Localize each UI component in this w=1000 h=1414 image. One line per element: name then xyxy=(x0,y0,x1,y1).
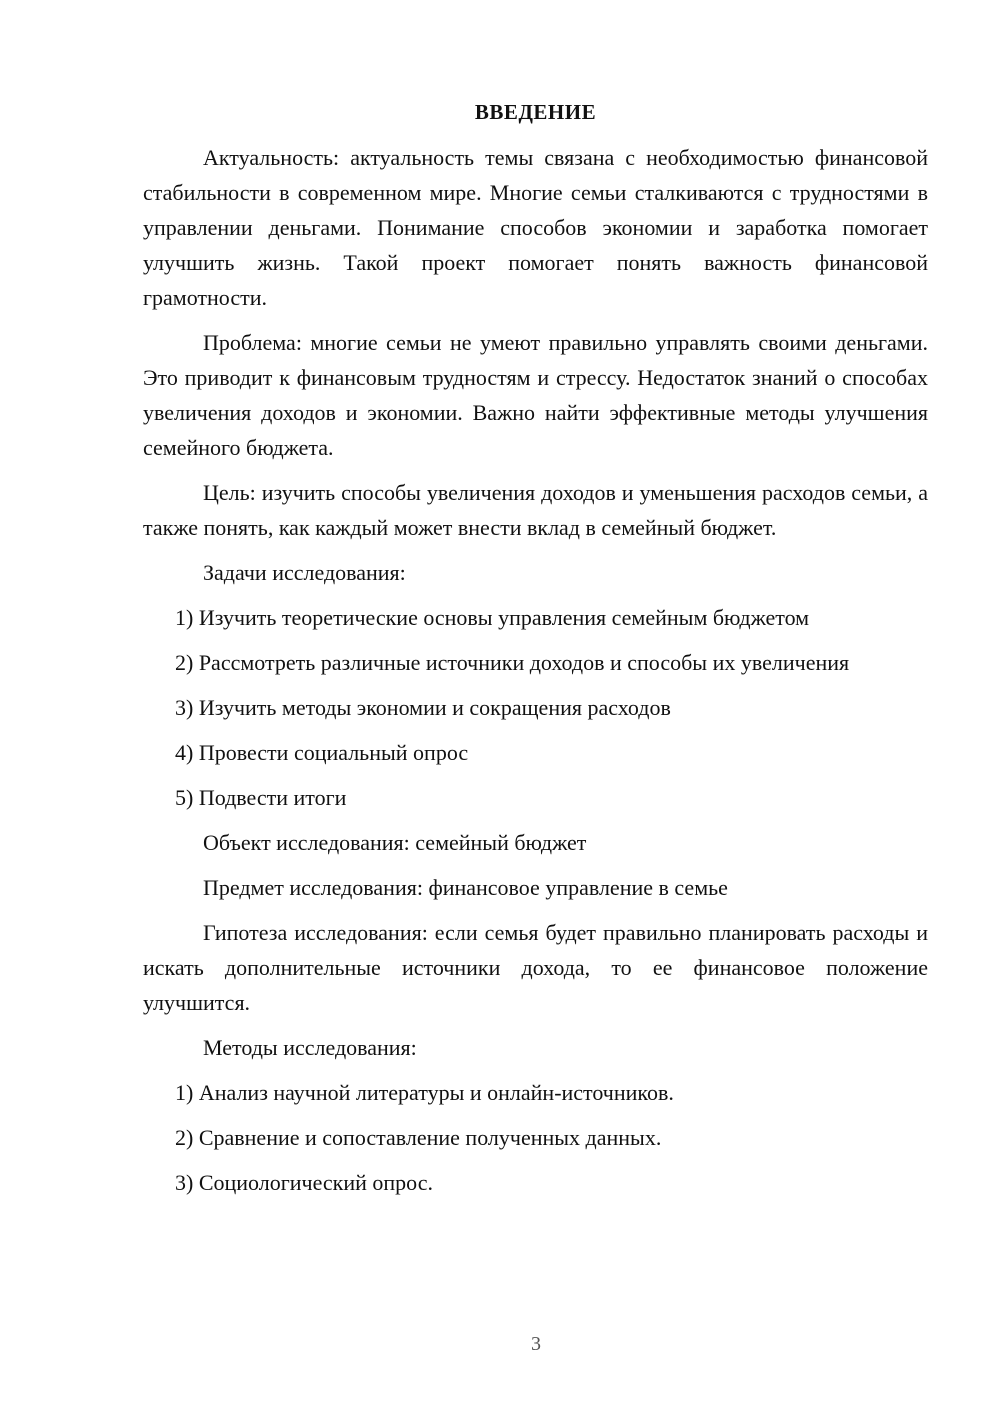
task-item: 5) Подвести итоги xyxy=(175,785,347,810)
relevance-paragraph: Актуальность: актуальность темы связана с необходимостью финансовой стабильности в современном мире. Многие семьи сталкиваются с трудностями в управлении деньгами. Понимание способов экономии и заработка помогает улучшить жизнь. Такой проект помогает понять важность финансовой грамотности. xyxy=(143,145,928,310)
methods-title: Методы исследования: xyxy=(203,1035,417,1060)
document-heading: ВВЕДЕНИЕ xyxy=(474,100,597,124)
task-item: 3) Изучить методы экономии и сокращения расходов xyxy=(175,695,671,720)
method-item: 2) Сравнение и сопоставление полученных данных. xyxy=(175,1125,662,1150)
problem-paragraph: Проблема: многие семьи не умеют правильно управлять своими деньгами. Это приводит к финансовым трудностям и стрессу. Недостаток знаний о способах увеличения доходов и экономии. Важно найти эффективные методы улучшения семейного бюджета. xyxy=(143,330,928,460)
goal-paragraph: Цель: изучить способы увеличения доходов и уменьшения расходов семьи, а также понять, как каждый может внести вклад в семейный бюджет. xyxy=(143,480,928,540)
method-item: 1) Анализ научной литературы и онлайн-источников. xyxy=(175,1080,674,1105)
subject-line: Предмет исследования: финансовое управление в семье xyxy=(203,875,728,900)
task-item: 2) Рассмотреть различные источники доходов и способы их увеличения xyxy=(175,650,850,675)
page-number: 3 xyxy=(531,1333,541,1355)
method-item: 3) Социологический опрос. xyxy=(175,1170,433,1195)
hypothesis-paragraph: Гипотеза исследования: если семья будет правильно планировать расходы и искать дополнительные источники дохода, то ее финансовое положение улучшится. xyxy=(143,920,928,1015)
object-line: Объект исследования: семейный бюджет xyxy=(203,830,587,855)
task-item: 1) Изучить теоретические основы управления семейным бюджетом xyxy=(175,605,810,630)
document-page xyxy=(143,95,928,1210)
task-item: 4) Провести социальный опрос xyxy=(175,740,469,765)
tasks-title: Задачи исследования: xyxy=(203,560,406,585)
